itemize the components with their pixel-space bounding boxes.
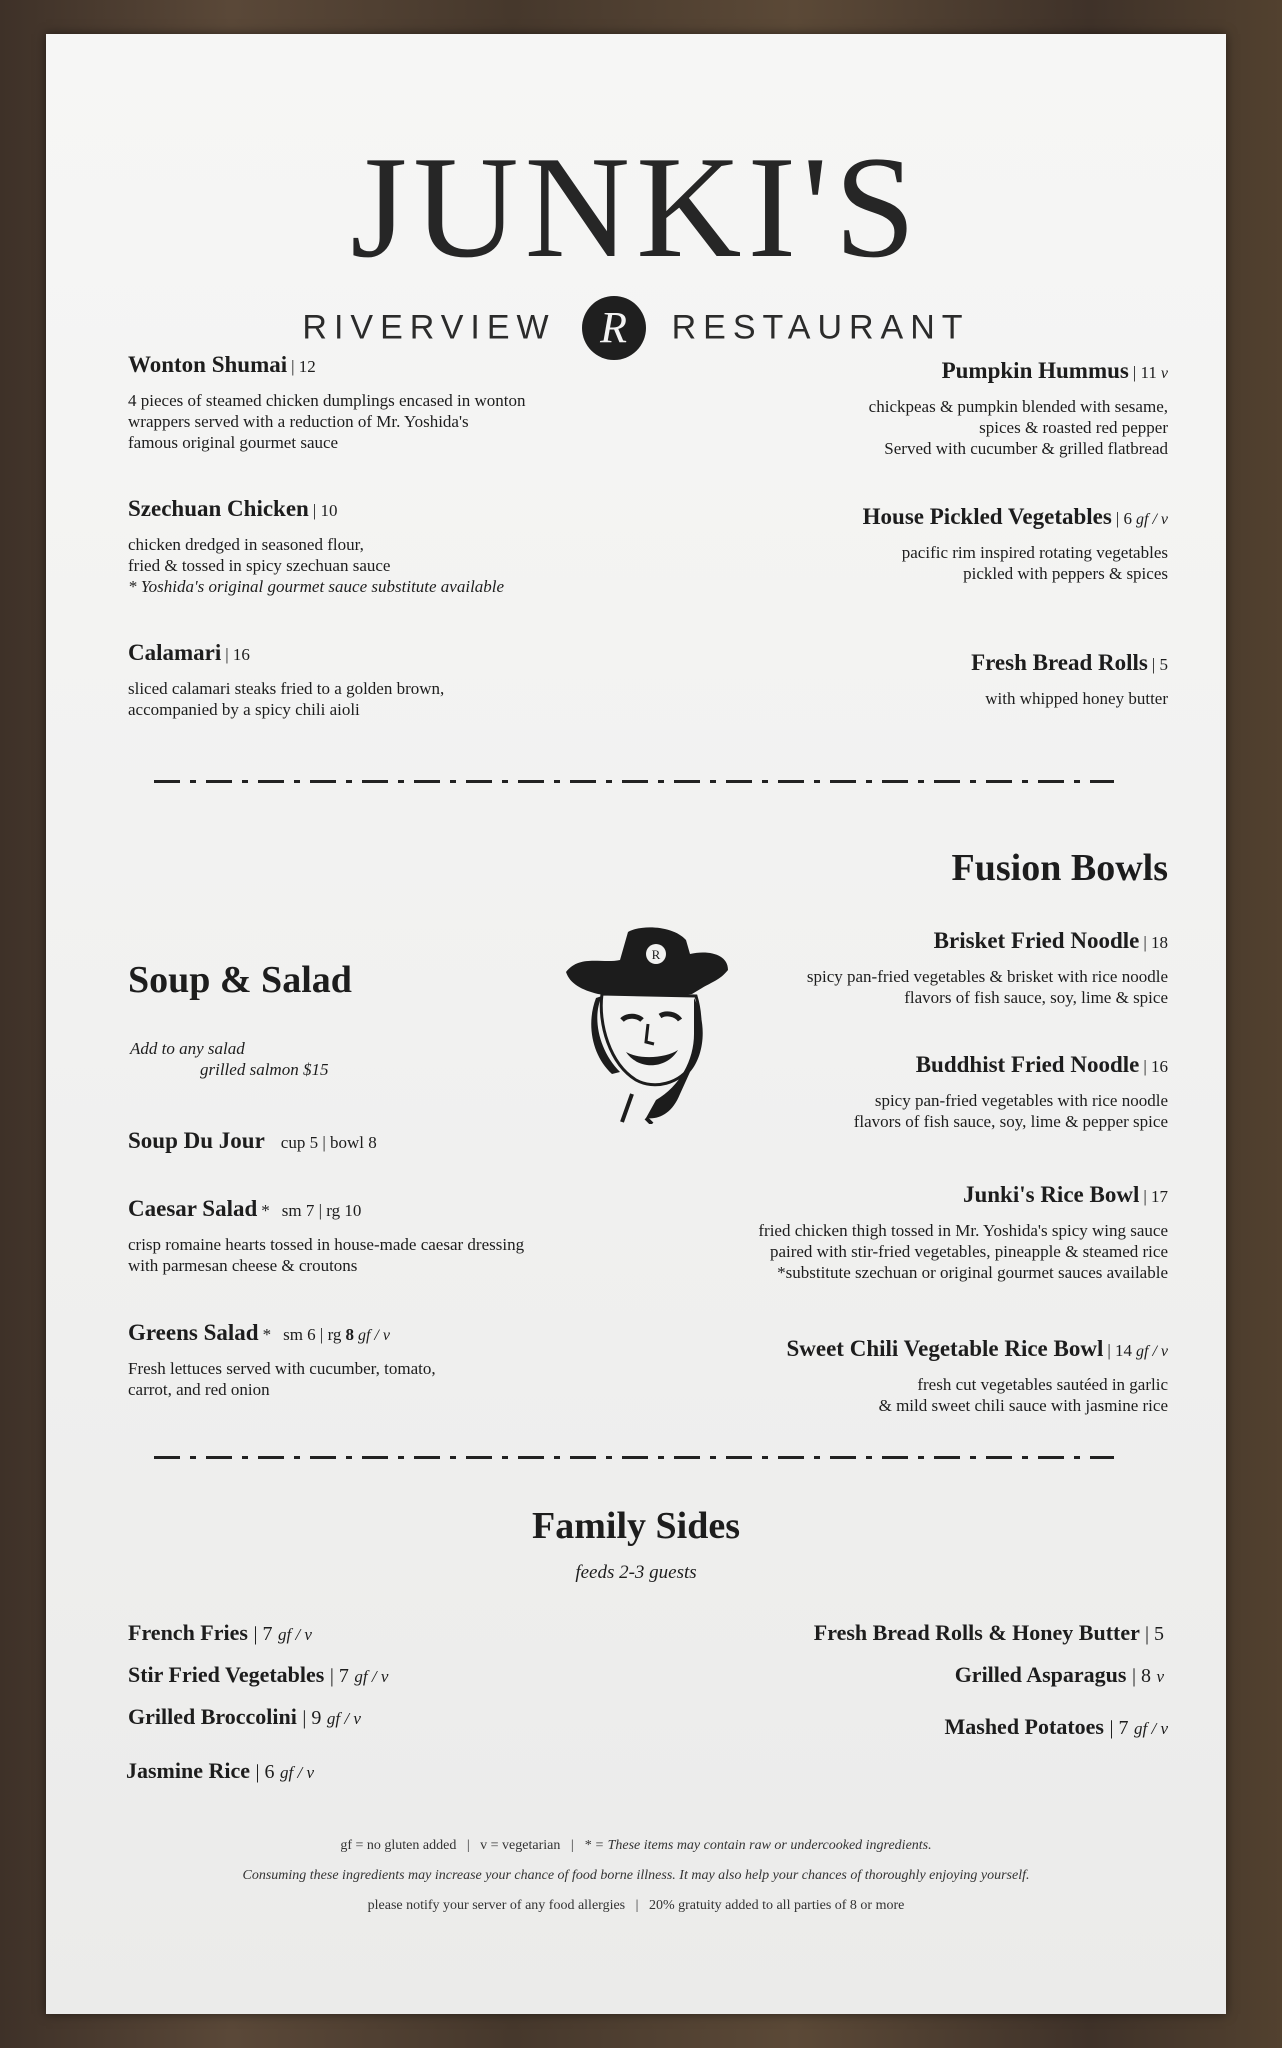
item-name: Caesar Salad xyxy=(128,1196,258,1221)
diet-label: gf / v xyxy=(354,1667,389,1686)
side-price: | 6 xyxy=(255,1761,275,1783)
desc-line: accompanied by a spicy chili aioli xyxy=(128,700,360,719)
menu-page xyxy=(46,34,1226,2014)
item-description xyxy=(128,534,504,597)
item-price: | 5 xyxy=(1151,655,1168,674)
side-name: Mashed Potatoes xyxy=(944,1714,1104,1739)
desc-line: 4 pieces of steamed chicken dumplings encased in wonton xyxy=(128,391,526,410)
side-name: Grilled Asparagus xyxy=(954,1662,1127,1687)
desc-line: spicy pan-fried vegetables with rice noodle xyxy=(874,1091,1168,1110)
legend-raw: * = These items may contain raw or undercooked ingredients. xyxy=(584,1838,932,1853)
side-name: French Fries xyxy=(128,1620,248,1645)
diet-label: gf / v xyxy=(326,1709,361,1728)
side-name: Fresh Bread Rolls & Honey Butter xyxy=(813,1620,1140,1645)
raw-marker: * xyxy=(261,1201,270,1220)
desc-line: spices & roasted red pepper xyxy=(979,418,1168,437)
raw-marker: * xyxy=(262,1325,272,1344)
separator: | xyxy=(466,1838,470,1853)
desc-line: flavors of fish sauce, soy, lime & spice xyxy=(904,988,1168,1007)
desc-line: wrappers served with a reduction of Mr. Yoshida's xyxy=(128,412,469,431)
item-price: sm 6 | rg xyxy=(283,1325,342,1344)
menu-item-brisket-fried-noodle xyxy=(807,928,1168,1008)
side-grilled-broccolini xyxy=(128,1704,361,1730)
item-name: House Pickled Vegetables xyxy=(862,504,1112,529)
desc-line: chickpeas & pumpkin blended with sesame, xyxy=(868,397,1168,416)
subtitle-left: RIVERVIEW xyxy=(302,308,556,347)
desc-line: with parmesan cheese & croutons xyxy=(128,1256,358,1275)
gratuity-note: 20% gratuity added to all parties of 8 or more xyxy=(648,1898,905,1913)
item-name: Calamari xyxy=(128,640,222,665)
separator: | xyxy=(635,1898,639,1913)
footer-warning xyxy=(46,1868,1226,1884)
item-description xyxy=(128,678,444,720)
desc-line: Served with cucumber & grilled flatbread xyxy=(884,439,1168,458)
r-logo-icon: R xyxy=(582,296,646,360)
warning-text: Consuming these ingredients may increase your chance of food borne illness. It may also help your chances of thoroughly enjoying yourself. xyxy=(242,1868,1030,1883)
diet-label: gf / v xyxy=(277,1625,312,1644)
item-description xyxy=(863,542,1168,584)
menu-item-caesar-salad xyxy=(128,1196,524,1276)
item-price: | 14 xyxy=(1107,1341,1132,1360)
item-description xyxy=(758,1220,1168,1283)
desc-line: Fresh lettuces served with cucumber, tomato, xyxy=(128,1359,436,1378)
desc-line: chicken dredged in seasoned flour, xyxy=(128,535,364,554)
cowboy-portrait-icon xyxy=(562,924,732,1124)
desc-line: *substitute szechuan or original gourmet sauces available xyxy=(777,1263,1168,1282)
footer-notes xyxy=(46,1898,1226,1914)
item-price: | 10 xyxy=(312,501,338,520)
item-name: Wonton Shumai xyxy=(128,352,288,377)
allergy-note: please notify your server of any food allergies xyxy=(367,1898,626,1913)
item-description xyxy=(128,390,526,453)
section-title-soup-salad: Soup & Salad xyxy=(128,959,352,1001)
desc-line: carrot, and red onion xyxy=(128,1380,270,1399)
menu-item-junkis-rice-bowl xyxy=(758,1182,1168,1283)
item-name: Fresh Bread Rolls xyxy=(971,650,1148,675)
family-sides-subtitle: feeds 2-3 guests xyxy=(575,1562,697,1583)
item-description xyxy=(128,1358,436,1400)
desc-line: paired with stir-fried vegetables, pineapple & steamed rice xyxy=(769,1242,1168,1261)
footer-legend xyxy=(46,1838,1226,1854)
item-price: | 16 xyxy=(1143,1057,1168,1076)
item-note: * Yoshida's original gourmet sauce substitute available xyxy=(128,577,505,596)
desc-line: fresh cut vegetables sautéed in garlic xyxy=(917,1375,1168,1394)
diet-label: gf / v xyxy=(1136,511,1168,528)
item-price: | 12 xyxy=(291,357,316,376)
item-name: Junki's Rice Bowl xyxy=(962,1182,1140,1207)
desc-line: pickled with peppers & spices xyxy=(963,564,1168,583)
desc-line: fried chicken thigh tossed in Mr. Yoshida's spicy wing sauce xyxy=(758,1221,1168,1240)
item-description xyxy=(786,1374,1168,1416)
desc-line: sliced calamari steaks fried to a golden brown, xyxy=(128,679,445,698)
desc-line: spicy pan-fried vegetables & brisket with rice noodle xyxy=(806,967,1168,986)
menu-item-pumpkin-hummus xyxy=(869,358,1168,459)
item-name: Brisket Fried Noodle xyxy=(933,928,1140,953)
item-name: Greens Salad xyxy=(128,1320,259,1345)
side-french-fries xyxy=(128,1620,312,1646)
section-title-fusion-bowls: Fusion Bowls xyxy=(951,847,1168,889)
item-price: | 16 xyxy=(225,645,250,664)
item-name: Buddhist Fried Noodle xyxy=(915,1052,1140,1077)
addon-line: grilled salmon $15 xyxy=(200,1060,329,1079)
side-price: | 7 xyxy=(253,1623,273,1645)
separator: | xyxy=(570,1838,574,1853)
diet-label: gf / v xyxy=(280,1763,315,1782)
item-price: | 18 xyxy=(1143,933,1168,952)
legend-v: v = vegetarian xyxy=(480,1838,561,1853)
side-name: Jasmine Rice xyxy=(126,1758,251,1783)
menu-item-soup-du-jour xyxy=(128,1128,377,1154)
restaurant-title: JUNKI'S xyxy=(350,126,922,288)
side-mashed-potatoes xyxy=(945,1714,1169,1740)
desc-line: crisp romaine hearts tossed in house-made caesar dressing xyxy=(128,1235,525,1254)
item-price: | 11 xyxy=(1132,363,1157,382)
desc-line: fried & tossed in spicy szechuan sauce xyxy=(128,556,391,575)
diet-label: gf / v xyxy=(1134,1719,1168,1738)
diet-label: gf / v xyxy=(357,1327,390,1344)
menu-item-calamari xyxy=(128,640,444,720)
item-description xyxy=(971,688,1168,709)
side-jasmine-rice xyxy=(126,1758,314,1784)
section-divider xyxy=(154,780,1114,783)
item-price: | 6 xyxy=(1115,509,1132,528)
item-price: sm 7 | rg 10 xyxy=(281,1201,362,1220)
desc-line: pacific rim inspired rotating vegetables xyxy=(901,543,1168,562)
menu-item-buddhist-fried-noodle xyxy=(854,1052,1168,1132)
side-stir-fried-vegetables xyxy=(128,1662,388,1688)
item-name: Szechuan Chicken xyxy=(128,496,309,521)
side-grilled-asparagus xyxy=(955,1662,1164,1688)
section-divider xyxy=(154,1456,1114,1459)
diet-label: gf / v xyxy=(1136,1343,1168,1360)
item-description xyxy=(869,396,1168,459)
side-name: Grilled Broccolini xyxy=(128,1704,297,1729)
side-price: | 8 xyxy=(1131,1665,1151,1687)
menu-item-sweet-chili-vegetable-rice-bowl xyxy=(786,1336,1168,1416)
diet-label: v xyxy=(1156,1667,1164,1686)
item-description xyxy=(854,1090,1168,1132)
item-description xyxy=(807,966,1168,1008)
side-price: | 7 xyxy=(1109,1717,1129,1739)
item-description xyxy=(128,1234,524,1276)
item-price: cup 5 | bowl 8 xyxy=(280,1133,377,1152)
subtitle-right: RESTAURANT xyxy=(671,308,970,347)
item-name: Soup Du Jour xyxy=(128,1128,265,1153)
desc-line: & mild sweet chili sauce with jasmine rice xyxy=(878,1396,1168,1415)
item-price-bold: 8 xyxy=(345,1325,354,1344)
side-price: | 7 xyxy=(329,1665,349,1687)
salad-addon xyxy=(130,1038,328,1080)
svg-text:R: R xyxy=(651,947,661,962)
addon-line: Add to any salad xyxy=(130,1039,245,1058)
menu-item-wonton-shumai xyxy=(128,352,526,453)
menu-item-fresh-bread-rolls xyxy=(971,650,1168,709)
menu-item-house-pickled-vegetables xyxy=(863,504,1168,584)
side-price: | 9 xyxy=(302,1707,322,1729)
desc-line: flavors of fish sauce, soy, lime & pepper spice xyxy=(853,1112,1168,1131)
side-price: | 5 xyxy=(1144,1623,1164,1645)
item-name: Pumpkin Hummus xyxy=(941,358,1129,383)
menu-item-greens-salad xyxy=(128,1320,436,1400)
desc-line: with whipped honey butter xyxy=(985,689,1168,708)
diet-label: v xyxy=(1160,365,1168,382)
desc-line: famous original gourmet sauce xyxy=(128,433,339,452)
side-name: Stir Fried Vegetables xyxy=(128,1662,325,1687)
item-price: | 17 xyxy=(1143,1187,1168,1206)
side-bread-rolls-honey-butter xyxy=(814,1620,1164,1646)
item-name: Sweet Chili Vegetable Rice Bowl xyxy=(786,1336,1104,1361)
menu-item-szechuan-chicken xyxy=(128,496,504,597)
legend-gf: gf = no gluten added xyxy=(340,1838,457,1853)
restaurant-subtitle xyxy=(46,296,1226,360)
section-title-family-sides: Family Sides xyxy=(532,1505,740,1547)
